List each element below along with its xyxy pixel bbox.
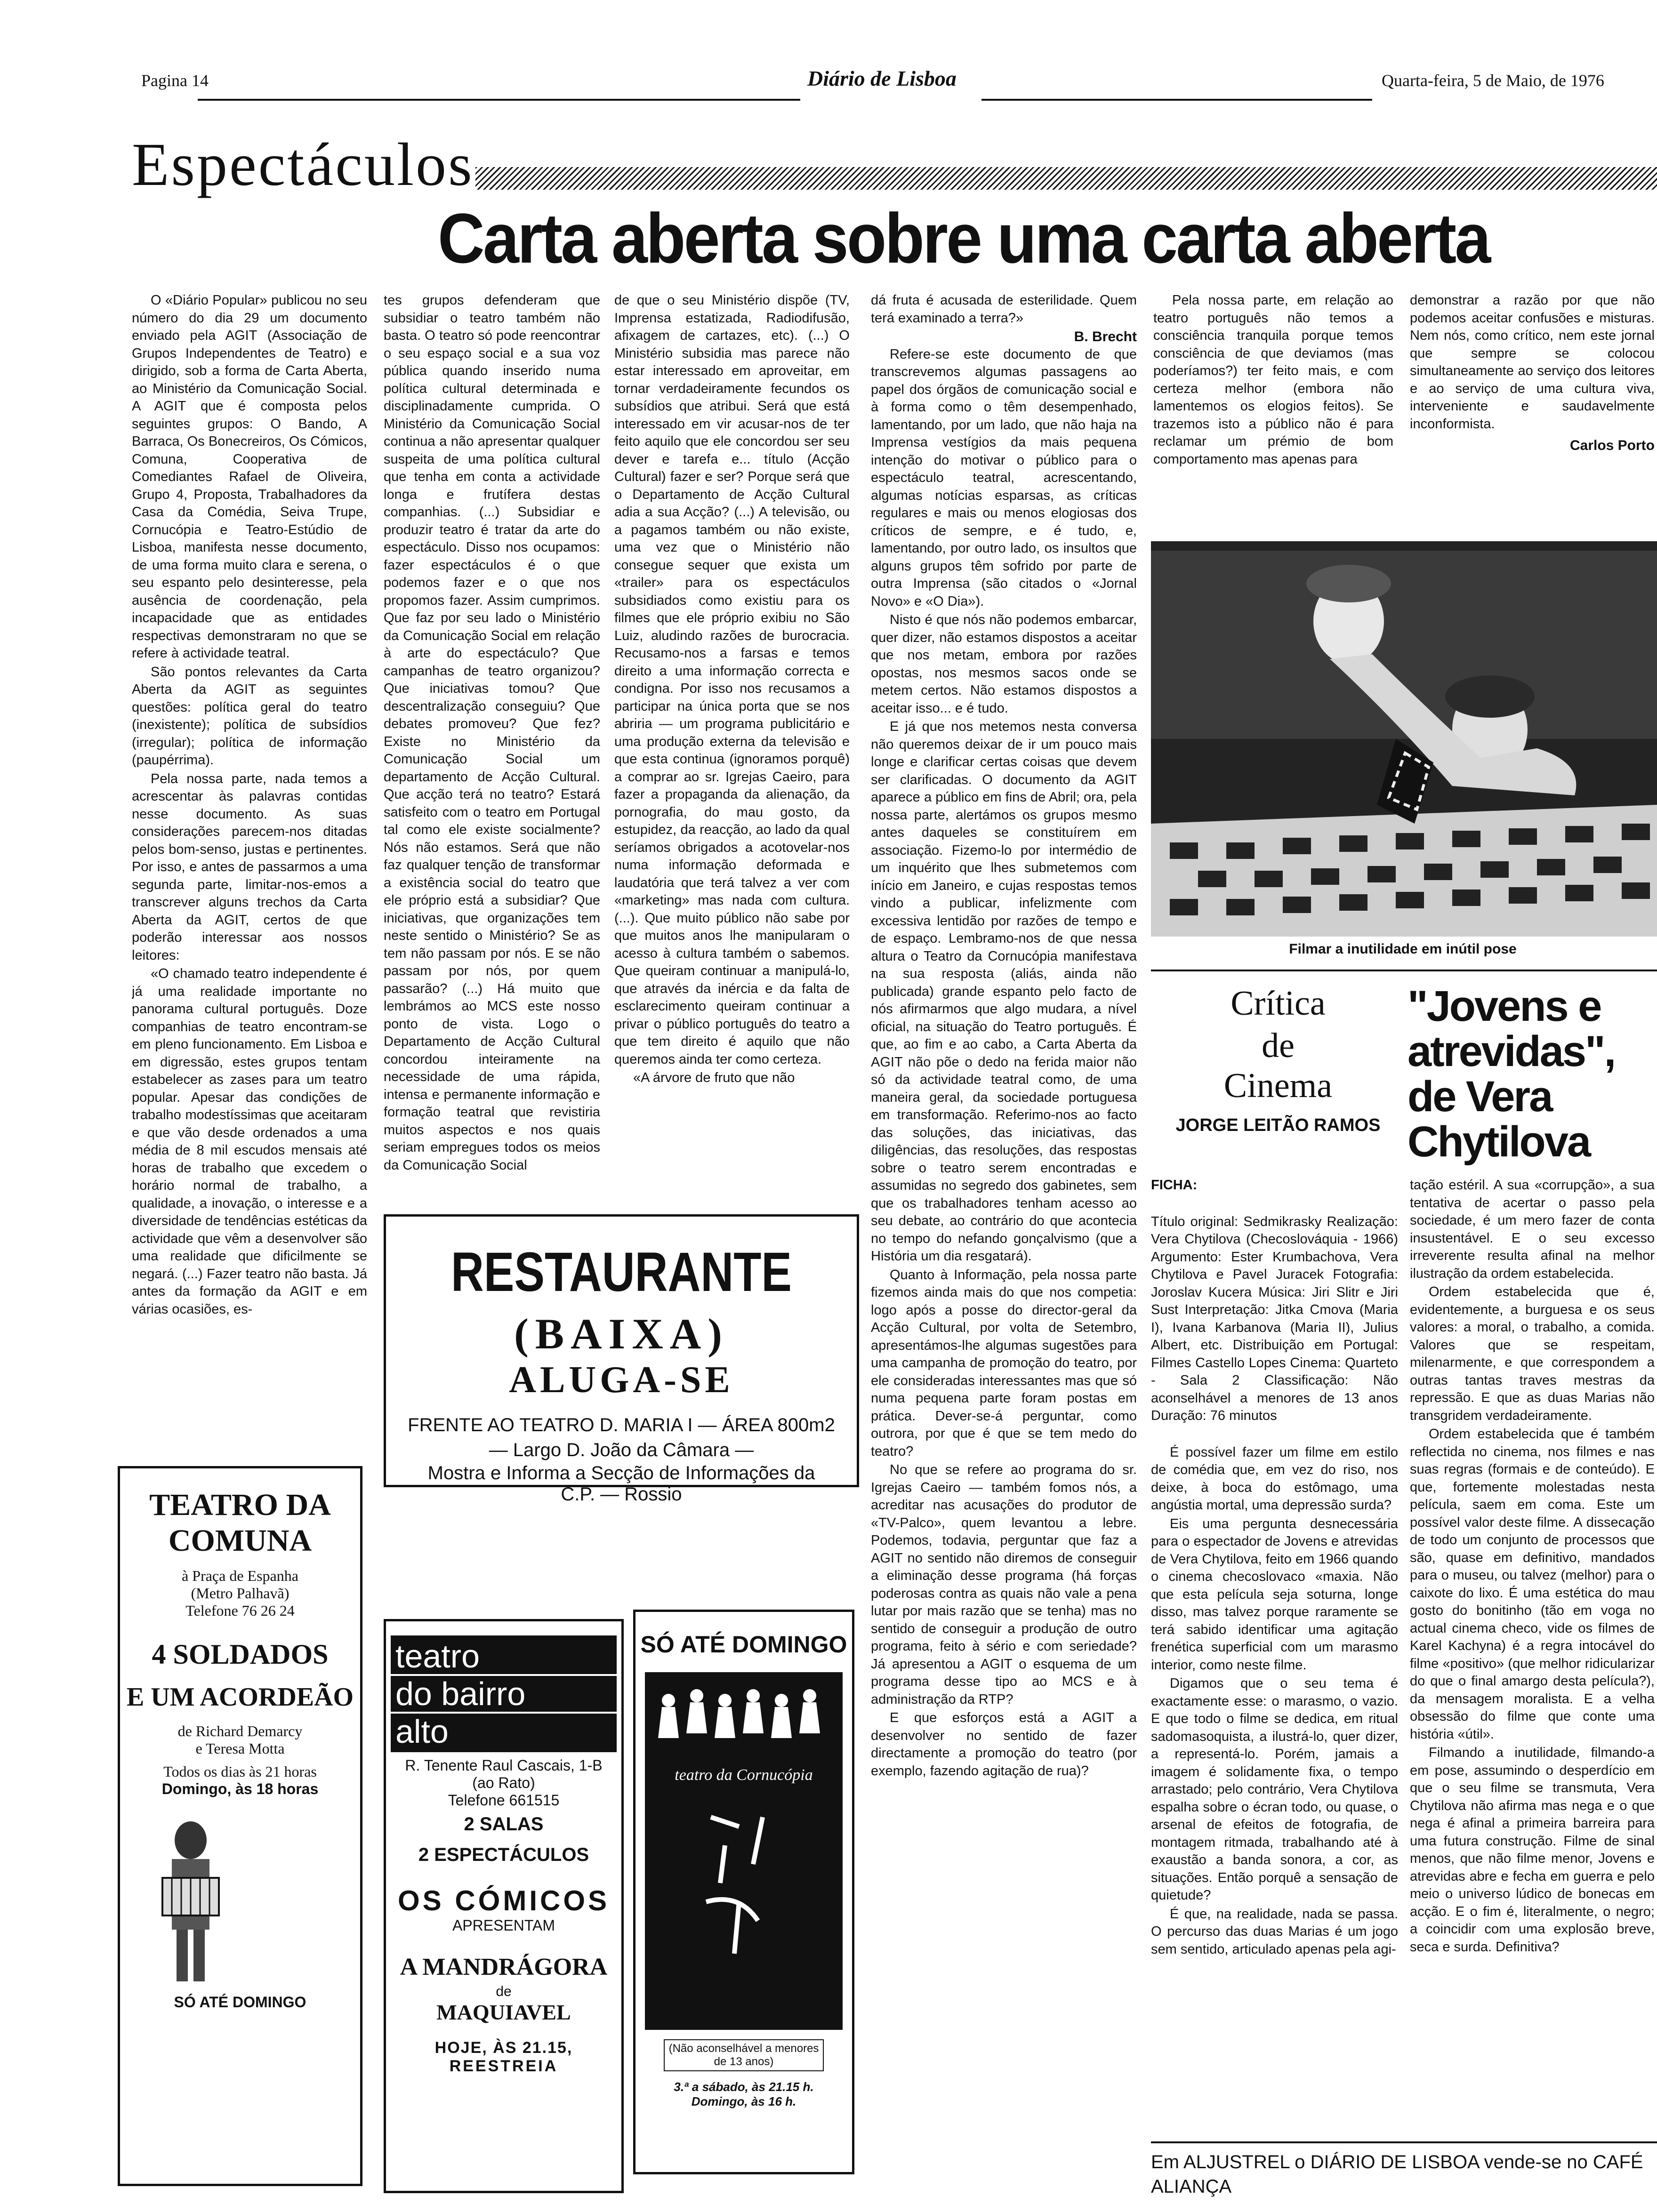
ad-rating: (Não aconselhável a menores de 13 anos) bbox=[664, 2039, 824, 2071]
ad-address: R. Tenente Raul Cascais, 1-B bbox=[405, 1757, 603, 1774]
ad-offer: ALUGA-SE bbox=[509, 1359, 734, 1401]
ad-author: e Teresa Motta bbox=[195, 1740, 285, 1757]
critica-divider-top bbox=[1151, 970, 1657, 971]
ad-author: MAQUIAVEL bbox=[436, 2000, 571, 2024]
figures-illustration bbox=[645, 1672, 843, 1766]
ad-teatro-bairro-alto bbox=[384, 1619, 624, 2193]
paragraph: tação estéril. A sua «corrupção», a sua tentativa de acertar o passo pela sociedade, é um mero fazer de conta insustentável. E o seu excesso irreverente resulta afinal na melhor ilustração da ordem estabelecida. bbox=[1410, 1178, 1655, 1281]
article-column-4 bbox=[871, 292, 1137, 2156]
paragraph: Pela nossa parte, nada temos a acrescentar às palavras contidas nesse documento. As suas considerações parecem-nos ditadas pelos bom-senso, justas e pertinentes. Por isso, e antes de passarmos a uma segunda parte, limitar-nos-emos a transcrever alguns trechos da Carta Aberta da AGIT, certos de que poderão interessar aos nossos leitores: bbox=[132, 771, 367, 963]
section-title: Espectáculos bbox=[132, 131, 474, 199]
paragraph: Ordem estabelecida que é, evidentemente, a burguesa e os seus valores: a moral, o trabalho, a comida. Valores que se respeitam, milenarmente, e que correspondem a outras tantas traves mestras da repressão. E que as duas Marias não transgridem verdadeiramente. bbox=[1410, 1284, 1655, 1423]
ad-logo-line: alto bbox=[391, 1712, 617, 1749]
ad-logo-line: teatro bbox=[395, 1638, 480, 1675]
photo-caption: Filmar a inutilidade em inútil pose bbox=[1289, 941, 1517, 957]
ad-teatro-cornucopia bbox=[633, 1610, 854, 2174]
calligraphy-artwork bbox=[645, 1798, 843, 2005]
ad-presents: APRESENTAM bbox=[452, 1917, 555, 1934]
paragraph: É possível fazer um filme em estilo de comédia que, em vez do riso, nos deixe, à boca do estômago, uma angústia mortal, uma depressão surda? bbox=[1151, 1444, 1398, 1513]
paragraph: Eis uma pergunta desnecessária para o espectador de Jovens e atrevidas de Vera Chytilova, feito em 1966 quando o cinema checoslovaco «maxia. Não que esta película seja soturna, longe disso, mas talvez porque raramente se terá sabido identificar uma agitação frenética superficial com um marasmo interior, como neste filme. bbox=[1151, 1516, 1398, 1673]
critica-kicker-3: Cinema bbox=[1223, 1066, 1333, 1105]
ad-play-title: 4 SOLDADOS bbox=[152, 1639, 329, 1670]
ad-headline: COMUNA bbox=[168, 1523, 312, 1558]
ficha-details: Título original: Sedmikrasky Realização: Vera Chytilova (Checoslováquia - 1966) Argumento: Ester Krumbachova, Vera Chytilova e Pavel Juracek Fotografia: Joroslav Kucera Música: Jiri Slitr e Jiri Sust Interpretação: Jitka Cmova (Maria I), Ivana Karbanova (Maria II), Julius Albert, etc. Distribuição em Portugal: Filmes Castello Lopes Cinema: Quarteto - Sala 2 Classificação: Não aconselhável a menores de 13 anos Duração: 76 minutos bbox=[1151, 1214, 1398, 1423]
article-author: Carlos Porto bbox=[1569, 438, 1655, 453]
ad-of: de bbox=[496, 1984, 512, 1999]
ad-metro: (Metro Palhavã) bbox=[191, 1585, 290, 1602]
critica-kicker-2: de bbox=[1262, 1026, 1295, 1065]
ad-phone: Telefone 661515 bbox=[448, 1792, 560, 1809]
paragraph: O «Diário Popular» publicou no seu número do dia 29 um documento enviado pela AGIT (Associação de Grupos Independentes de Teatro) e dirigido, sob a forma de Carta Aberta, ao Ministério da Comunicação Social. A AGIT que é composta pelos seguintes grupos: O Bando, A Barraca, Os Bonecreiros, Os Cómicos, Comuna, Cooperativa de Comediantes Rafael de Oliveira, Grupo 4, Proposta, Trabalhadores da Casa da Comédia, Seiva Trupe, Cornucópia e Teatro-Estúdio de Lisboa, manifesta nesse documento, de uma forma muito clara e serena, o seu espanto pelo desinteresse, pela ausência de coordenação, pela incapacidade que as entidades respectivas demonstraram no que se refere à actividade teatral. bbox=[132, 293, 367, 661]
ad-logo-block bbox=[391, 1635, 617, 1752]
ficha-label: FICHA: bbox=[1151, 1178, 1198, 1193]
article-headline: Carta aberta sobre uma carta aberta bbox=[438, 199, 1489, 278]
paragraph: Digamos que o seu tema é exactamente esse: o marasmo, o vazio. E que todo o filme se dedica, em ritual sadomasoquista, a ilustrá-lo, quer dizer, a representá-lo. Porém, jamais a imagem é solidamente fixa, o tempo arrastado; pelo contrário, Vera Chytilova espalha sobre o écran todo, ou quase, o arsenal de efeitos de fotografia, de montagem ritmada, trabalhando até à exaustão a banda sonora, a cor, as situações. Então porquê a sensação de quietude? bbox=[1151, 1676, 1398, 1903]
ad-schedule: HOJE, ÀS 21.15, bbox=[434, 2039, 573, 2057]
paragraph: Filmando a inutilidade, filmando-a em pose, assumindo o desperdício em que o seu filme se transmuta, Vera Chytilova não afirma mas nega e o que nega é afinal a primeira barreira para uma futura construção. Filme de sinal menos, que não filme menor, Jovens e atrevidas abre e fecha em guerra e pelo meio o universo lúdico de bonecas em acção. E o fim é, literalmente, o negro; a coincidir com uma explosão breve, seca e surda. Definitiva? bbox=[1410, 1745, 1655, 1955]
ad-company: OS CÓMICOS bbox=[397, 1885, 610, 1916]
ad-schedule: Domingo, às 18 horas bbox=[161, 1780, 319, 1797]
ad-run-notice: SÓ ATÉ DOMINGO bbox=[640, 1631, 847, 1658]
film-review-column-2 bbox=[1410, 1177, 1655, 2132]
accordion-player-illustration bbox=[120, 1812, 360, 1991]
ad-schedule: Domingo, às 16 h. bbox=[691, 2094, 796, 2108]
header-rule-right bbox=[981, 99, 1372, 101]
paragraph: E já que nos metemos nesta conversa não queremos deixar de ir um pouco mais longe e clarificar certas coisas que devem ser clarificadas. O documento da AGIT aparece a público em fins de Abril; ora, pela nossa parte, alertámos os grupos mesmo antes daqueles se constituírem em associação. Fizemo-lo por intermédio de um inquérito que lhes submetemos com início em Janeiro, e cujas respostas temos vindo a publicar, infelizmente com excessiva lentidão por razões de tempo e de espaço. Lembramo-nos de que nessa altura o Teatro da Cornucópia manifestava na sua resposta (aliás, ainda não publicada) grande espanto pelo facto de nós afirmarmos que algo mudara, a nível oficial, na situação do Teatro português. É que, ao fim e ao cabo, a Carta Aberta da AGIT não põe o dedo na ferida maior não só da actividade teatral como, de uma maneira geral, da sociedade portuguesa em transformação. Referimo-nos ao facto das soluções, das iniciativas, das diligências, das resoluções, das respostas sobre o teatro serem encontradas e assumidas no segredo dos gabinetes, sem que os trabalhadores tenham acesso ao seu debate, ao contrário do que acontecia no tempo do nefando gonçalvismo (que a História um dia resgatará). bbox=[871, 719, 1137, 1264]
section-hatch-band bbox=[475, 167, 1657, 190]
paragraph: Nisto é que nós não podemos embarcar, quer dizer, não estamos dispostos a aceitar que nos metam, embora por razões opostas, nos mesmos sacos onde se metem certos. Não estamos dispostos a aceitar isso... e é tudo. bbox=[871, 612, 1137, 716]
film-review-column-1 bbox=[1151, 1177, 1398, 2132]
ad-headline: TEATRO DA bbox=[149, 1488, 331, 1522]
ad-schedule: Todos os dias às 21 horas bbox=[163, 1763, 317, 1780]
film-still-illustration bbox=[1151, 541, 1657, 937]
ad-author: de Richard Demarcy bbox=[177, 1723, 303, 1739]
quote-attribution: B. Brecht bbox=[1074, 329, 1137, 345]
ad-play-title: A MANDRÁGORA bbox=[400, 1954, 608, 1980]
footer-rule bbox=[1151, 2141, 1657, 2143]
paragraph: «A árvore de fruto que não bbox=[633, 1070, 795, 1085]
distribution-notice: Em ALJUSTREL o DIÁRIO DE LISBOA vende-se no CAFÉ ALIANÇA bbox=[1151, 2152, 1643, 2197]
page-number: Pagina 14 bbox=[141, 71, 209, 90]
ad-subline: (BAIXA) bbox=[514, 1310, 729, 1358]
paragraph: tes grupos defenderam que subsidiar o teatro também não basta. O teatro só pode reencontrar o seu espaço social e a sua voz pública quando inserido numa política cultural determinada e disciplinadamente cumprida. O Ministério da Comunicação Social continua a não apresentar qualquer suspeita de uma política cultural que tenha em conta a actividade longa e frutífera destas companhias. (...) Subsidiar e produzir teatro é tratar da arte do espectáculo. Disso nos ocupamos: fazer espectáculos é o que podemos fazer e o que nos propomos fazer. Assim cumprimos. Que faz por seu lado o Ministério da Comunicação Social em relação à arte do espectáculo? Que campanhas de teatro organizou? Que iniciativas tomou? Que descentralização conseguiu? Que debates promoveu? Que fez? Existe no Ministério da Comunicação Social um departamento de Acção Cultural. Que acção terá no teatro? Estará satisfeito com o teatro em Portugal tal como ele existe socialmente? Nós não estamos. Será que não faz qualquer tenção de transformar a existência social do teatro que ele próprio está a subsidiar? Que iniciativas, que organizações tem neste sentido o Ministério? Se as tem não passam por nós. E se não passam por nós, por quem passarão? (...) Há muito que lembrámos ao MCS este nosso ponto de vista. Logo o Departamento de Acção Cultural concordou inteiramente na necessidade de uma rápida, intensa e permanente informação e formação teatral que revistiria muitos aspectos e nos quais seriam empregues todos os meios da Comunicação Social bbox=[384, 293, 600, 1173]
film-still-photo bbox=[1151, 541, 1657, 937]
paragraph: São pontos relevantes da Carta Aberta da AGIT as seguintes questões: política geral do teatro (inexistente); política de subsídios (irregular); política de informação (paupérrima). bbox=[132, 664, 367, 768]
paragraph: Ordem estabelecida que é também reflectida no cinema, nos filmes e nas suas regras (formais e de conteúdo). E que, fortemente molestadas nesta película, saem em coma. Este um possível valor deste filme. A dissecação de todo um conjunto de processos que são, quase em definitivo, mandados para o museu, ou talvez (melhor) para o caixote do lixo. É uma estética do mau gosto do bonitinho (tão em voga no actual cinema checo, vide os filmes de Karel Kachyna) é a regra intocável do filme «positivo» (que melhor ridicularizar do que o final amargo desta película?), da mensagem moralista. E a velha obsessão do filme que conte uma história «útil». bbox=[1410, 1427, 1655, 1742]
paragraph: demonstrar a razão por que não podemos aceitar confusões e misturas. Nem nós, como crítico, nem este jornal que sempre se colocou simultaneamente ao serviço dos leitores e ao serviço de uma cultura viva, interveniente e saudavelmente inconformista. bbox=[1410, 293, 1655, 432]
ad-logo-line: do bairro bbox=[391, 1674, 617, 1712]
article-column-2 bbox=[384, 292, 600, 1195]
header-rule-left bbox=[198, 99, 800, 101]
ad-theatre-name: teatro da Cornucópia bbox=[675, 1766, 813, 1784]
issue-date: Quarta-feira, 5 de Maio, de 1976 bbox=[1382, 71, 1604, 90]
masthead: Diário de Lisboa bbox=[807, 66, 957, 90]
ad-artwork bbox=[645, 1672, 843, 2030]
ad-address: (ao Rato) bbox=[472, 1774, 535, 1791]
paragraph: dá fruta é acusada de esterilidade. Quem terá examinado a terra?» bbox=[871, 293, 1137, 326]
paragraph: Refere-se este documento de que transcrevemos algumas passagens ao papel dos órgãos de comunicação social e à forma como o têm desempenhado, lamentando, por um lado, que não haja na Imprensa vestígios da mais pequena intenção do motivar o público para o espectáculo teatral, acrescentando, algumas notícias esparsas, as críticas regulares e mais ou menos elogiosas dos críticos de sempre, e é tudo, e, lamentando, por outro lado, os insultos que alguns grupos têm sofrido por parte de outra Imprensa (são citados o «Jornal Novo» e «O Dia»). bbox=[871, 346, 1137, 609]
paragraph: de que o seu Ministério dispõe (TV, Imprensa estatizada, Radiodifusão, afixagem de cartazes, etc). (...) O Ministério subsidia mas parece não estar interessado em aproveitar, em tornar verdadeiramente fecundos os subsídios que atribui. Será que está interessado em vir acusar-nos de ter feito aquilo que ele concordou ser seu dever e tarefa e... título (Acção Cultural) fazer e ser? Porque será que o Departamento de Acção Cultural adia a sua Acção? (...) A televisão, ou a pagamos também ou não existe, uma vez que o Ministério não consegue sequer que exista um «trailer» para os espectáculos subsidiados como existiu para os filmes que ele próprio exibiu no São Luiz, aludindo razões de burocracia. Recusamo-nos a farsas e temos direito a uma informação correcta e condigna. Por isso nos recusamos a participar na única porta que se nos abriria — um programa publicitário e uma produção externa da televisão e que esta continua (ignoramos porquê) a comprar ao sr. Igrejas Caeiro, para fazer a propaganda da alienação, da pornografia, do mau gosto, da estupidez, da reacção, ao lado da qual seríamos obrigados a acotovelar-nos numa informação deformada e laudatória que terá talvez a ver com «marketing» mas nada com cultura. (...). Que muito público não sabe por que muitos anos lhe manipularam o acesso à cultura também o sabemos. Que queiram continuar a manipulá-lo, que através da inércia e da falta de esclarecimento queiram continuar a privar o público português do teatro a que tem direito é aquilo que não queremos ainda ter como certeza. bbox=[614, 293, 850, 1067]
ad-reopening: REESTREIA bbox=[449, 2057, 558, 2075]
paragraph: E que esforços está a AGIT a desenvolver no sentido de fazer directamente a promoção do teatro (por exemplo, fazendo agitação de rua)? bbox=[871, 1710, 1137, 1779]
ad-schedule: 3.ª a sábado, às 21.15 h. bbox=[674, 2080, 814, 2094]
ad-info: Mostra e Informa a Secção de Informações da C.P. — Rossio bbox=[427, 1463, 815, 1505]
article-column-6 bbox=[1410, 292, 1655, 537]
article-column-5 bbox=[1153, 292, 1393, 537]
paragraph: No que se refere ao programa do sr. Igrejas Caeiro — também fomos nós, a acreditar nas acusações do produtor de «TV-Palco», quem levantou a lebre. Podemos, todavia, perguntar que faz a AGIT no sentido não diremos de conseguir a eliminação desse programa (há forças poderosas contra as quais não vale a pena lutar por mais razão que se tenha) mas no sentido de conseguir a produção de outro programa, feito à sério e com seriedade? Já apresentou a AGIT o esquema de um programa desse tipo ao MCS e à administração da RTP? bbox=[871, 1462, 1137, 1707]
ad-phone: Telefone 76 26 24 bbox=[185, 1602, 295, 1619]
paragraph: Quanto à Informação, pela nossa parte fizemos ainda mais do que nos competia: logo após a posse do director-geral da Acção Cultural, por volta de Setembro, apresentámos-lhe algumas sugestões para uma campanha de promoção do teatro, por ele consideradas interessantes mas que só numa pequena parte foram postas em prática. Dever-se-á perguntar, como outrora, por que é que se tem medo do teatro? bbox=[871, 1267, 1137, 1459]
paragraph: Pela nossa parte, em relação ao teatro português não temos a consciência tranquila porque temos consciência de que deviamos (mas poderíamos?) ter feito mais, e com certeza melhor (embora não lamentemos os elogios feitos). Se trazemos isto a público não é para reclamar um prémio de bom comportamento mas apenas para bbox=[1153, 293, 1393, 467]
paragraph: «O chamado teatro independente é já uma realidade importante no panorama cultural português. Doze companhias de teatro encontram-se em pleno funcionamento. Em Lisboa e em digressão, estes grupos tentam estabelecer as zases para um teatro popular. Apesar das condições de trabalho modestíssimas que aceitaram e que vão desde ordenados a uma média de 8 mil escudos mensais até horas de trabalho que excedem o horário normal de trabalho, a qualidade, a inovação, o interesse e a diversidade de tendências estéticas da actividade que vêm a desenvolver são uma realidade que dificilmente se negará. (...) Fazer teatro não basta. Já antes da formação da AGIT e em várias ocasiões, es- bbox=[132, 966, 367, 1317]
ad-address: — Largo D. João da Câmara — bbox=[489, 1440, 754, 1460]
critica-kicker-1: Crítica bbox=[1231, 984, 1326, 1023]
ad-teatro-comuna bbox=[118, 1466, 362, 2186]
ad-run-notice: SÓ ATÉ DOMINGO bbox=[174, 1994, 306, 2011]
ad-shows: 2 ESPECTÁCULOS bbox=[418, 1844, 589, 1865]
ad-headline: RESTAURANTE bbox=[451, 1241, 792, 1303]
ad-location: FRENTE AO TEATRO D. MARIA I — ÁREA 800m2 bbox=[408, 1415, 835, 1435]
ad-restaurante bbox=[384, 1214, 859, 1505]
film-review-title: "Jovens e atrevidas", de Vera Chytilova bbox=[1408, 982, 1615, 1166]
ad-rooms: 2 SALAS bbox=[464, 1814, 544, 1835]
article-column-3 bbox=[614, 292, 850, 1195]
ad-address: à Praça de Espanha bbox=[182, 1567, 298, 1584]
critic-name: JORGE LEITÃO RAMOS bbox=[1175, 1115, 1381, 1135]
paragraph: É que, na realidade, nada se passa. O percurso das duas Marias é um jogo sem sentido, articulado apenas pela agi- bbox=[1151, 1906, 1398, 1957]
ad-play-title: E UM ACORDEÃO bbox=[126, 1683, 354, 1712]
